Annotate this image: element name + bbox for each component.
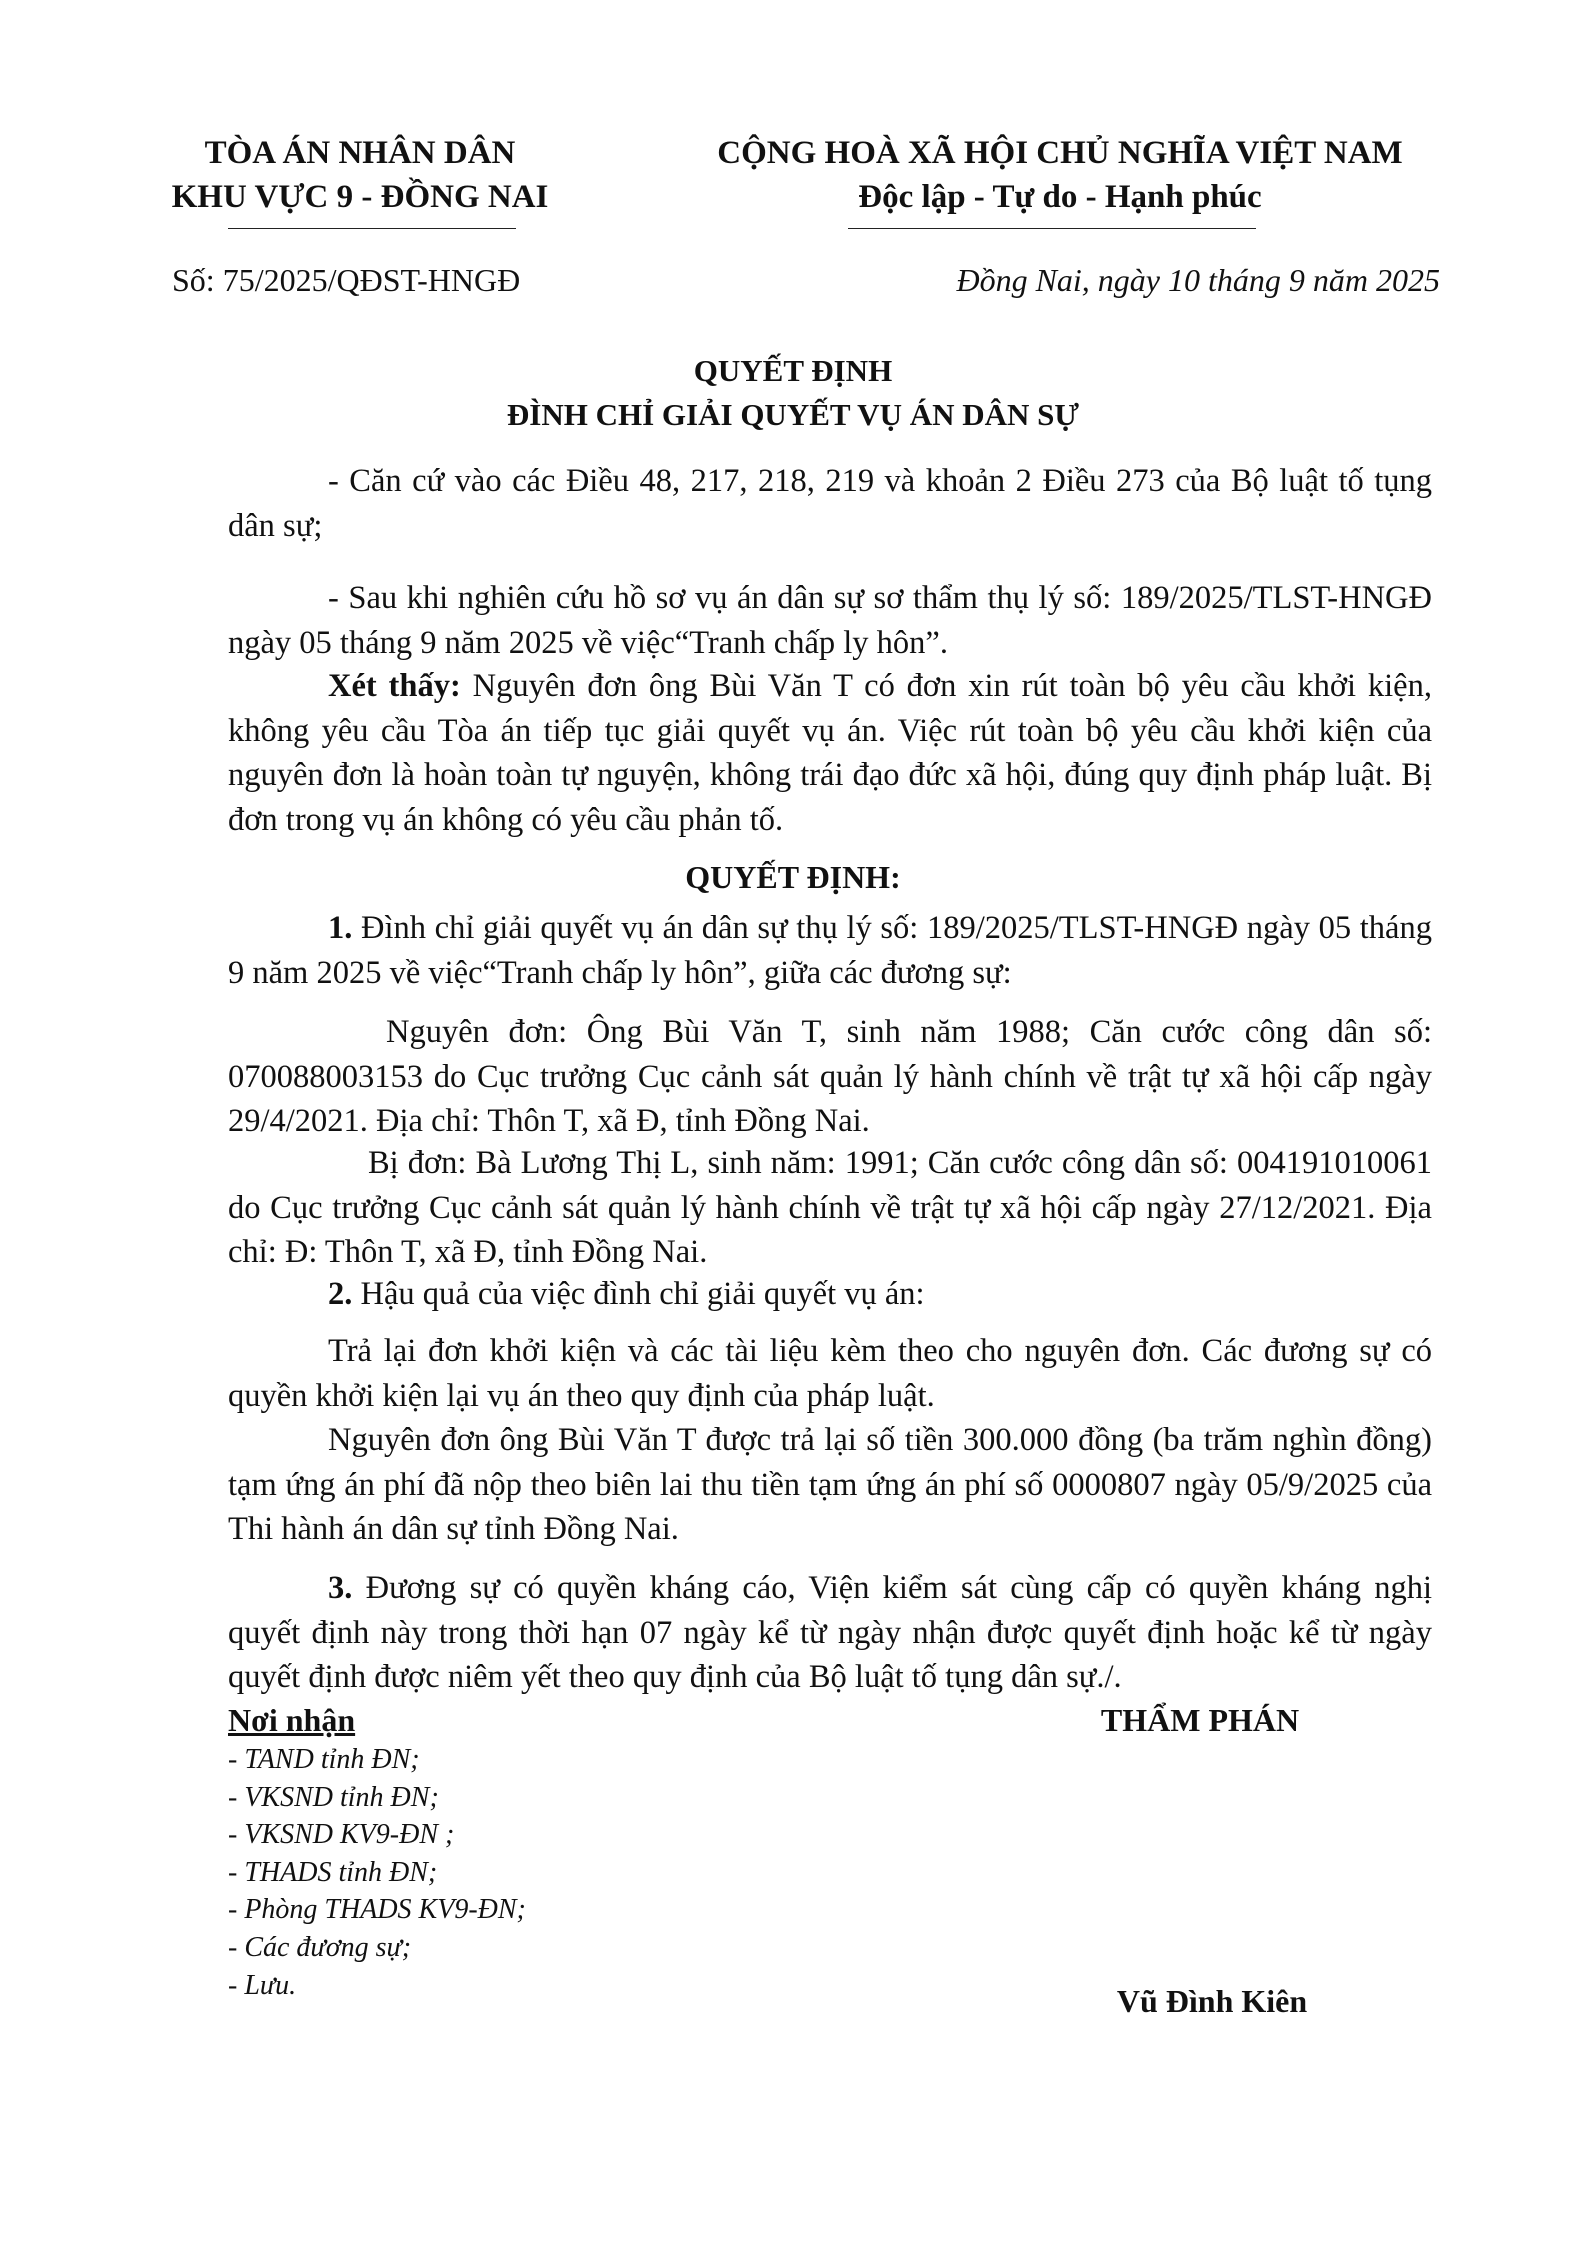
item-1-number: 1. xyxy=(328,910,353,946)
consequence-2: Nguyên đơn ông Bùi Văn T được trả lại số tiền 300.000 đồng (ba trăm nghìn đồng) tạm ứng án phí đã nộp theo biên lai thu tiền tạm ứng án phí số 0000807 ngày 05/9/2025 của Thi hành án dân sự tỉnh Đồng Nai. xyxy=(228,1422,1432,1547)
considering-label: Xét thấy: xyxy=(328,668,461,704)
recipient-item: - TAND tỉnh ĐN; xyxy=(228,1744,420,1775)
item-3-text: Đương sự có quyền kháng cáo, Viện kiểm sát cùng cấp có quyền kháng nghị quyết định này trong thời hạn 07 ngày kể từ ngày nhận được quyết định hoặc kể từ ngày quyết định được niêm yết theo quy định của Bộ luật tố tụng dân sự./. xyxy=(228,1570,1432,1695)
decision-item-2 xyxy=(228,1272,1432,1317)
document-title: QUYẾT ĐỊNH xyxy=(693,353,893,388)
decision-number: Số: 75/2025/QĐST-HNGĐ xyxy=(172,262,521,298)
recipient-item: - VKSND tỉnh ĐN; xyxy=(228,1781,439,1813)
decision-item-3 xyxy=(228,1566,1432,1700)
decision-item-1 xyxy=(228,906,1432,995)
place-date: Đồng Nai, ngày 10 tháng 9 năm 2025 xyxy=(956,262,1440,298)
document-subtitle: ĐÌNH CHỈ GIẢI QUYẾT VỤ ÁN DÂN SỰ xyxy=(506,397,1080,432)
considering-paragraph xyxy=(228,664,1432,842)
court-name-line2: KHU VỰC 9 - ĐỒNG NAI xyxy=(171,179,549,215)
court-divider xyxy=(228,228,516,229)
item-1-text: Đình chỉ giải quyết vụ án dân sự thụ lý số: 189/2025/TLST-HNGĐ ngày 05 tháng 9 năm 2025 về việc“Tranh chấp ly hôn”, giữa các đương sự: xyxy=(228,910,1432,991)
consequence-1: Trả lại đơn khởi kiện và các tài liệu kèm theo cho nguyên đơn. Các đương sự có quyền khởi kiện lại vụ án theo quy định của pháp luật. xyxy=(228,1333,1432,1414)
signer-role: THẨM PHÁN xyxy=(1100,1702,1300,1738)
item-2-number: 2. xyxy=(328,1276,353,1312)
court-name-line1: TÒA ÁN NHÂN DÂN xyxy=(204,135,516,171)
decision-heading: QUYẾT ĐỊNH: xyxy=(685,859,901,895)
recipient-item: - Các đương sự; xyxy=(228,1931,412,1963)
motto-divider xyxy=(848,228,1256,229)
motto: Độc lập - Tự do - Hạnh phúc xyxy=(858,179,1262,215)
recipient-item: - Lưu. xyxy=(228,1969,297,2001)
item-3-number: 3. xyxy=(328,1570,353,1606)
legal-basis-2: - Sau khi nghiên cứu hồ sơ vụ án dân sự sơ thẩm thụ lý số: 189/2025/TLST-HNGĐ ngày 05 tháng 9 năm 2025 về việc“Tranh chấp ly hôn”. xyxy=(228,580,1432,661)
legal-basis-1: - Căn cứ vào các Điều 48, 217, 218, 219 và khoản 2 Điều 273 của Bộ luật tố tụng dân sự; xyxy=(228,463,1432,544)
plaintiff-info: Nguyên đơn: Ông Bùi Văn T, sinh năm 1988; Căn cước công dân số: 070088003153 do Cục trưởng Cục cảnh sát quản lý hành chính về trật tự xã hội cấp ngày 29/4/2021. Địa chỉ: Thôn T, xã Đ, tỉnh Đồng Nai. xyxy=(228,1014,1432,1139)
considering-text: Nguyên đơn ông Bùi Văn T có đơn xin rút toàn bộ yêu cầu khởi kiện, không yêu cầu Tòa án tiếp tục giải quyết vụ án. Việc rút toàn bộ yêu cầu khởi kiện của nguyên đơn là hoàn toàn tự nguyện, không trái đạo đức xã hội, đúng quy định pháp luật. Bị đơn trong vụ án không có yêu cầu phản tố. xyxy=(228,668,1432,838)
item-2-text: Hậu quả của việc đình chỉ giải quyết vụ án: xyxy=(352,1276,925,1312)
signer-name: Vũ Đình Kiên xyxy=(1116,1983,1308,2019)
recipients-title: Nơi nhận xyxy=(228,1702,356,1738)
defendant-info: Bị đơn: Bà Lương Thị L, sinh năm: 1991; Căn cước công dân số: 004191010061 do Cục trưởng Cục cảnh sát quản lý hành chính về trật tự xã hội cấp ngày 27/12/2021. Địa chỉ: Đ: Thôn T, xã Đ, tỉnh Đồng Nai. xyxy=(228,1145,1432,1270)
recipient-item: - Phòng THADS KV9-ĐN; xyxy=(228,1894,526,1926)
recipient-item: - VKSND KV9-ĐN ; xyxy=(228,1819,455,1851)
recipients-block xyxy=(228,1699,748,2004)
national-motto xyxy=(660,131,1460,219)
national-name: CỘNG HOÀ XÃ HỘI CHỦ NGHĨA VIỆT NAM xyxy=(717,135,1403,171)
court-name xyxy=(150,131,570,219)
recipient-item: - THADS tỉnh ĐN; xyxy=(228,1856,438,1888)
